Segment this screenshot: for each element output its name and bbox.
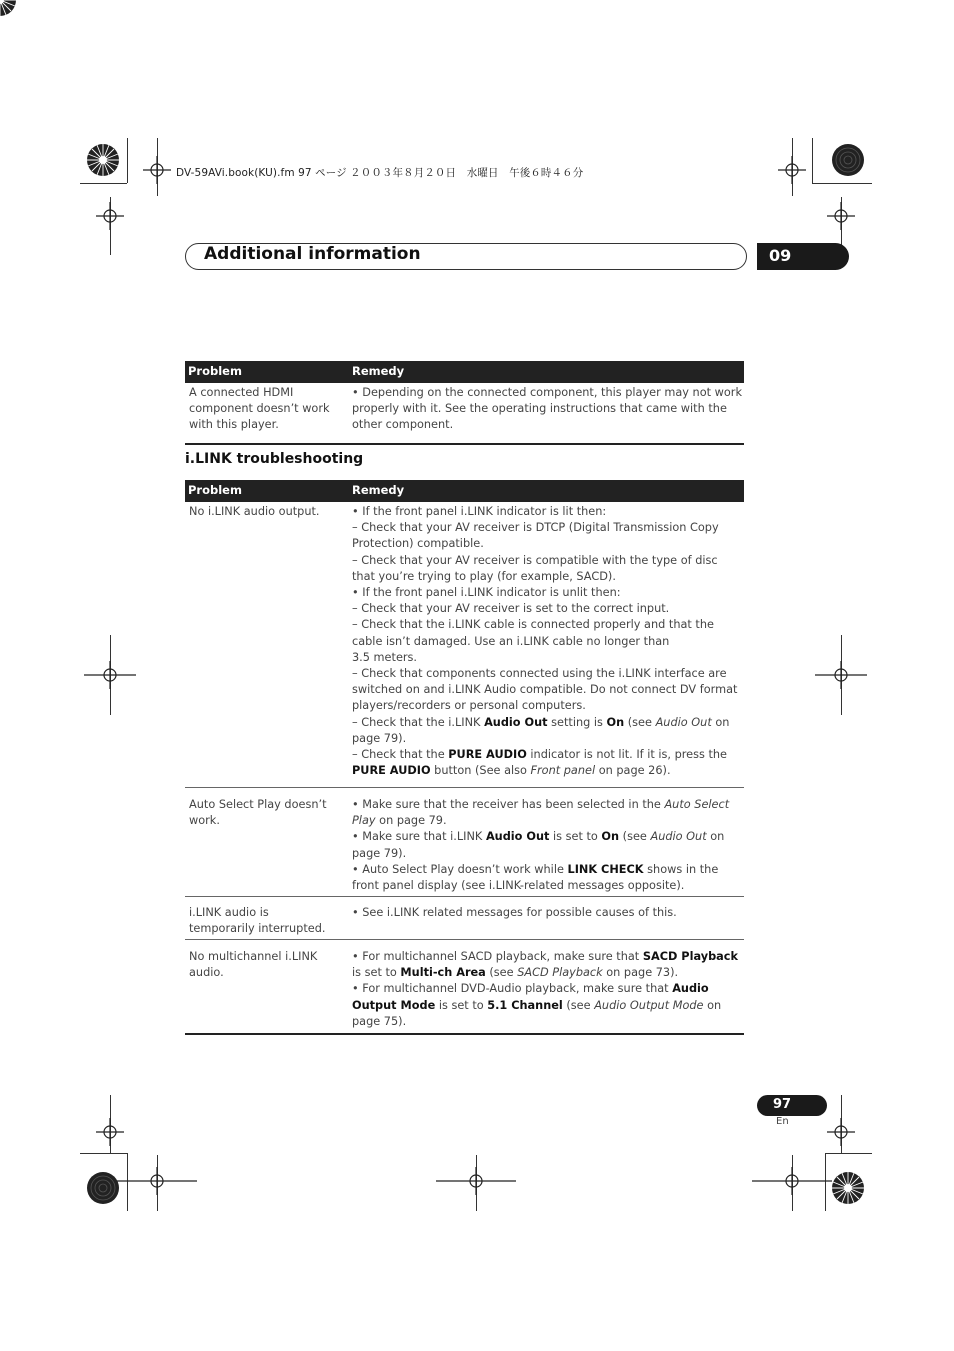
hdmi-troubleshooting-table <box>185 361 744 445</box>
remedy-line: – Check that your AV receiver is compatible with the type of disc that you’re trying to play (for example, SACD). <box>352 553 718 583</box>
table-header <box>185 361 744 383</box>
table-row <box>185 897 744 940</box>
header-problem: Problem <box>188 364 242 378</box>
header-problem: Problem <box>188 483 242 497</box>
remedy-line: • If the front panel i.LINK indicator is lit then: <box>352 505 607 518</box>
page-number: 97 <box>757 1095 827 1116</box>
remedy-line: – Check that your AV receiver is DTCP (Digital Transmission Copy Protection) compatible. <box>352 521 719 551</box>
header-remedy: Remedy <box>352 364 405 378</box>
remedy-line: – Check that the i.LINK cable is connected properly and that the cable isn’t damaged. Use an i.LINK cable no longer than <box>352 618 714 648</box>
remedy-cell: • See i.LINK related messages for possible causes of this. <box>352 906 677 919</box>
problem-cell: Auto Select Play doesn’t work. <box>189 798 327 828</box>
table-row <box>185 502 744 788</box>
remedy-cell: • Depending on the connected component, this player may not work properly with it. See the operating instructions that came with the other component. <box>352 386 742 432</box>
problem-cell: i.LINK audio is temporarily interrupted. <box>189 906 326 936</box>
problem-cell: A connected HDMI component doesn’t work with this player. <box>189 386 330 432</box>
problem-cell: No i.LINK audio output. <box>189 505 320 518</box>
remedy-line: • Make sure that the receiver has been selected in the Auto Select Play on page 79. <box>352 798 730 828</box>
page-language: En <box>776 1116 789 1127</box>
remedy-line: – Check that the i.LINK Audio Out setting is On (see Audio Out on page 79). <box>352 715 730 745</box>
remedy-line: • Auto Select Play doesn’t work while LINK CHECK shows in the front panel display (see i.LINK-related messages opposite). <box>352 862 719 893</box>
section-heading: i.LINK troubleshooting <box>185 451 364 467</box>
problem-cell: No multichannel i.LINK audio. <box>189 950 318 980</box>
file-header: DV-59AVi.book(KU).fm 97 ページ ２００３年８月２０日 水曜日 午後６時４６分 <box>176 167 584 179</box>
remedy-cell <box>352 797 742 894</box>
remedy-line: • Make sure that i.LINK Audio Out is set to On (see Audio Out on page 79). <box>352 830 725 860</box>
remedy-line: – Check that components connected using the i.LINK interface are switched on and i.LINK Audio compatible. Do not connect DV format players/recorders or personal computers. <box>352 667 738 713</box>
table-row <box>185 383 744 445</box>
table-row <box>185 940 744 1035</box>
remedy-line: 3.5 meters. <box>352 650 418 664</box>
remedy-cell <box>352 949 742 1030</box>
remedy-line: • If the front panel i.LINK indicator is unlit then: <box>352 586 621 600</box>
chapter-title: Additional information <box>204 244 421 264</box>
ilink-troubleshooting-table <box>185 480 744 1035</box>
remedy-line: – Check that your AV receiver is set to the correct input. <box>352 602 670 616</box>
table-row <box>185 788 744 897</box>
remedy-line: • For multichannel SACD playback, make sure that SACD Playback is set to Multi-ch Area (see SACD Playback on page 73). <box>352 950 739 980</box>
header-remedy: Remedy <box>352 483 405 497</box>
table-header <box>185 480 744 502</box>
remedy-line: – Check that the PURE AUDIO indicator is not lit. If it is, press the PURE AUDIO button (See also Front panel on page 26). <box>352 748 728 778</box>
remedy-line: • For multichannel DVD-Audio playback, make sure that Audio Output Mode is set to 5.1 Channel (see Audio Output Mode on page 75). <box>352 982 722 1028</box>
remedy-cell <box>352 504 742 779</box>
chapter-number: 09 <box>757 243 849 270</box>
